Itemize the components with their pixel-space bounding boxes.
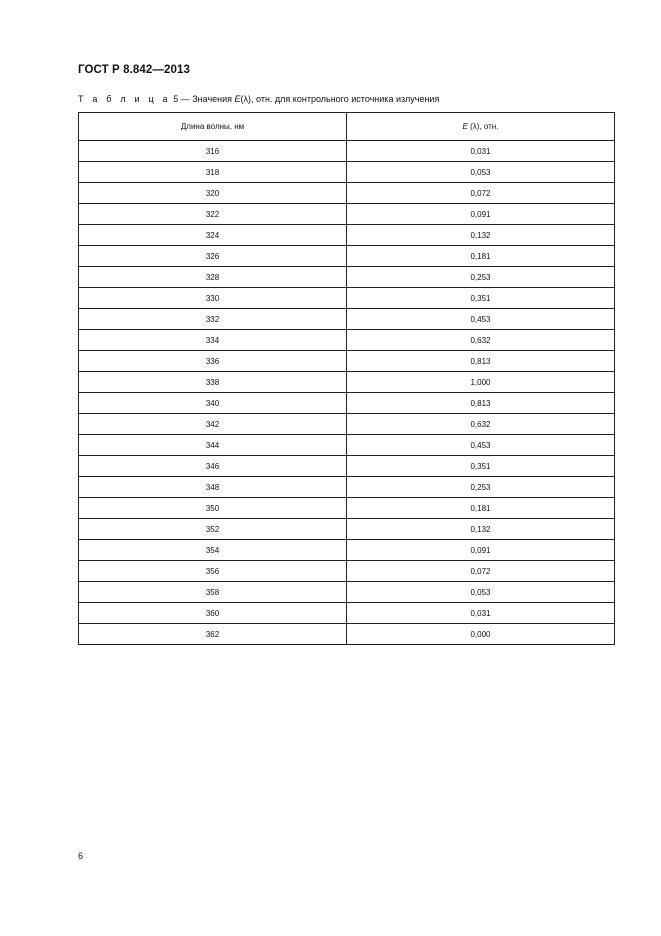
wavelength-cell: 332 <box>79 309 347 330</box>
table-row <box>79 225 615 246</box>
value-cell: 0,632 <box>347 330 615 351</box>
table-row <box>79 141 615 162</box>
document-header: ГОСТ Р 8.842—2013 <box>78 64 190 76</box>
table-caption <box>78 94 439 104</box>
table-row <box>79 624 615 645</box>
wavelength-cell: 340 <box>79 393 347 414</box>
table-body <box>79 141 615 645</box>
wavelength-cell: 326 <box>79 246 347 267</box>
value-cell: 0,453 <box>347 435 615 456</box>
value-cell: 1,000 <box>347 372 615 393</box>
wavelength-cell: 362 <box>79 624 347 645</box>
table-row <box>79 435 615 456</box>
wavelength-cell: 344 <box>79 435 347 456</box>
value-cell: 0,091 <box>347 540 615 561</box>
caption-symbol: E <box>234 94 241 104</box>
value-cell: 0,053 <box>347 162 615 183</box>
table-row <box>79 456 615 477</box>
wavelength-column-header: Длина волны, нм <box>79 113 347 141</box>
table-row <box>79 477 615 498</box>
wavelength-cell: 320 <box>79 183 347 204</box>
value-header-symbol: E <box>462 122 468 131</box>
wavelength-cell: 348 <box>79 477 347 498</box>
value-cell: 0,053 <box>347 582 615 603</box>
table-row <box>79 309 615 330</box>
value-cell: 0,000 <box>347 624 615 645</box>
value-cell: 0,453 <box>347 309 615 330</box>
wavelength-cell: 350 <box>79 498 347 519</box>
table-row <box>79 372 615 393</box>
table-header-row <box>79 113 615 141</box>
wavelength-cell: 358 <box>79 582 347 603</box>
value-header-rest: (λ), отн. <box>467 122 499 131</box>
table-row <box>79 414 615 435</box>
value-cell: 0,031 <box>347 141 615 162</box>
value-cell: 0,253 <box>347 267 615 288</box>
value-cell: 0,351 <box>347 456 615 477</box>
wavelength-cell: 334 <box>79 330 347 351</box>
value-cell: 0,253 <box>347 477 615 498</box>
wavelength-cell: 356 <box>79 561 347 582</box>
wavelength-cell: 318 <box>79 162 347 183</box>
value-cell: 0,813 <box>347 393 615 414</box>
table-row <box>79 183 615 204</box>
wavelength-cell: 342 <box>79 414 347 435</box>
wavelength-cell: 324 <box>79 225 347 246</box>
wavelength-cell: 328 <box>79 267 347 288</box>
caption-text-after: , отн. для контрольного источника излучения <box>251 94 440 104</box>
wavelength-cell: 316 <box>79 141 347 162</box>
wavelength-cell: 330 <box>79 288 347 309</box>
value-cell: 0,181 <box>347 498 615 519</box>
value-cell: 0,351 <box>347 288 615 309</box>
table-row <box>79 288 615 309</box>
wavelength-cell: 338 <box>79 372 347 393</box>
value-cell: 0,072 <box>347 561 615 582</box>
table-row <box>79 204 615 225</box>
table-row <box>79 246 615 267</box>
caption-text-before: — Значения <box>178 94 235 104</box>
table-row <box>79 330 615 351</box>
table-row <box>79 162 615 183</box>
table-row <box>79 519 615 540</box>
value-cell: 0,632 <box>347 414 615 435</box>
value-column-header <box>347 113 615 141</box>
value-cell: 0,813 <box>347 351 615 372</box>
value-cell: 0,072 <box>347 183 615 204</box>
page-number: 6 <box>78 851 84 861</box>
wavelength-cell: 346 <box>79 456 347 477</box>
table-row <box>79 603 615 624</box>
value-cell: 0,031 <box>347 603 615 624</box>
value-cell: 0,132 <box>347 519 615 540</box>
table-row <box>79 540 615 561</box>
caption-number: 5 <box>173 94 179 104</box>
wavelength-cell: 336 <box>79 351 347 372</box>
table-row <box>79 267 615 288</box>
table-row <box>79 393 615 414</box>
wavelength-cell: 360 <box>79 603 347 624</box>
table-row <box>79 561 615 582</box>
table-row <box>79 498 615 519</box>
wavelength-cell: 352 <box>79 519 347 540</box>
table-row <box>79 351 615 372</box>
value-cell: 0,091 <box>347 204 615 225</box>
spectral-values-table <box>78 112 615 645</box>
value-cell: 0,132 <box>347 225 615 246</box>
wavelength-cell: 322 <box>79 204 347 225</box>
value-cell: 0,181 <box>347 246 615 267</box>
caption-label: Т а б л и ц а <box>78 94 171 104</box>
table-row <box>79 582 615 603</box>
caption-symbol-arg: (λ) <box>240 94 252 104</box>
wavelength-cell: 354 <box>79 540 347 561</box>
